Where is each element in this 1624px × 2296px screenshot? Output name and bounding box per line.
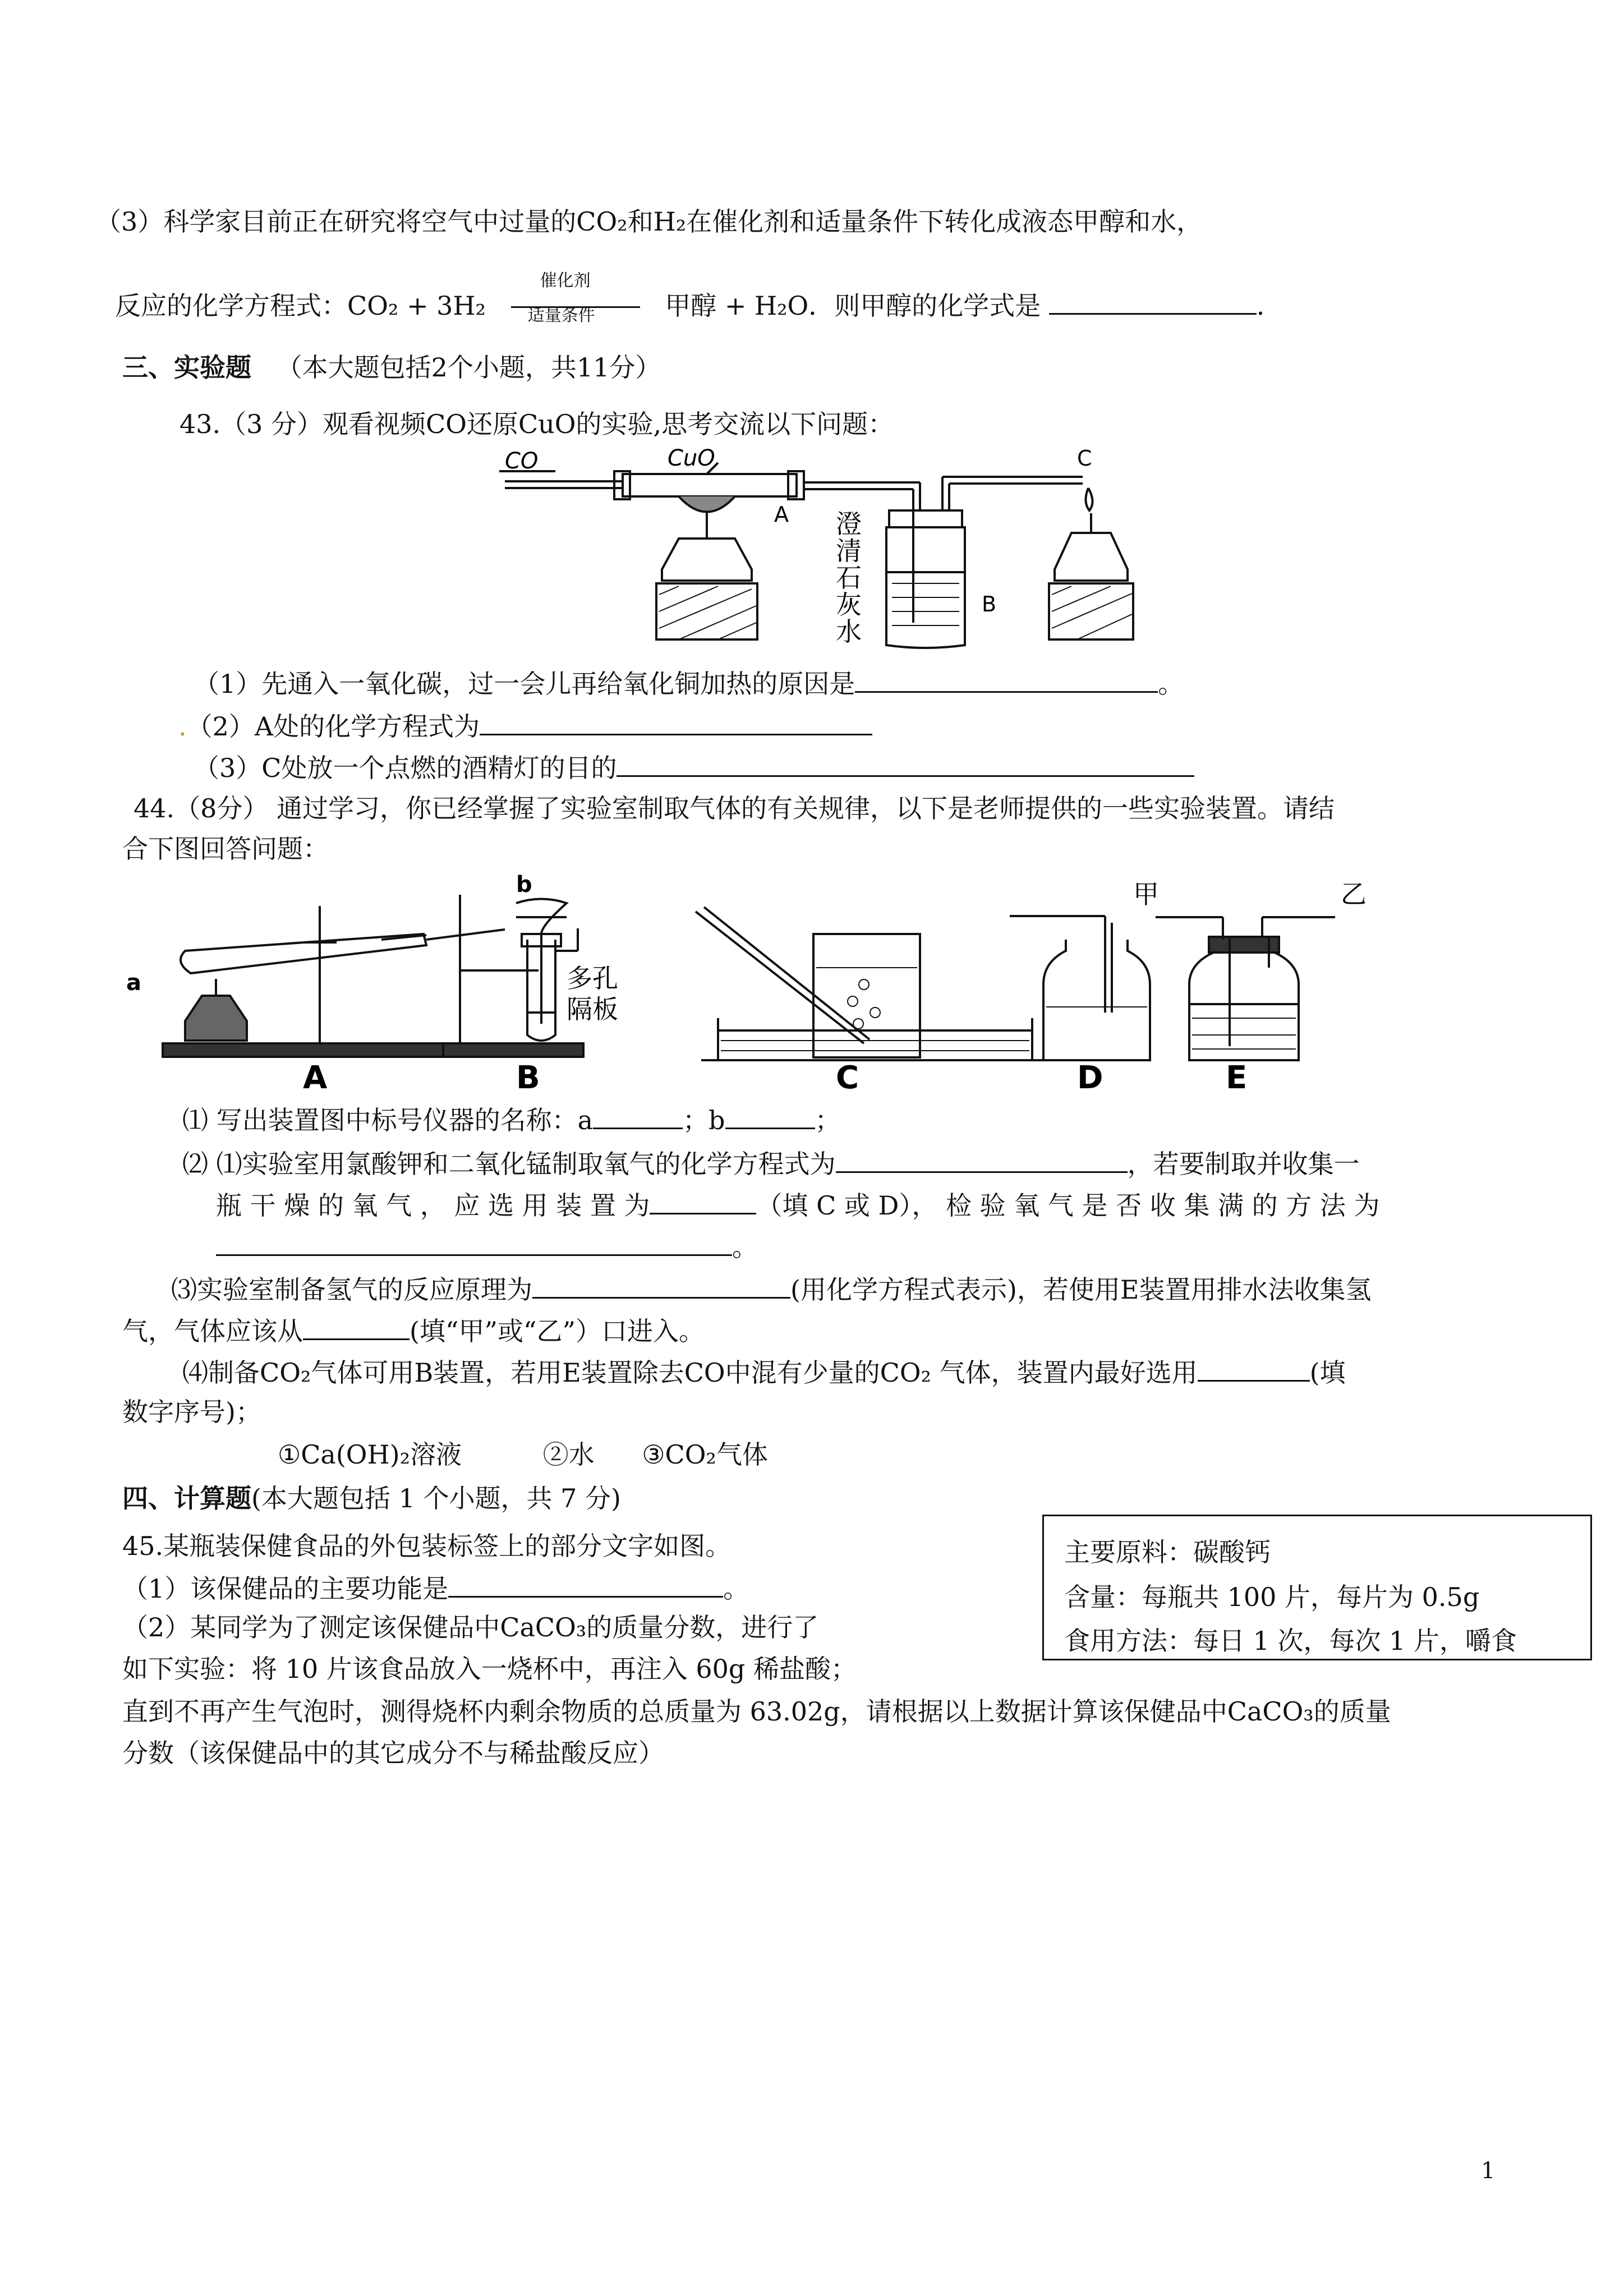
q44-sub4-line1 [182,1358,1346,1386]
q44-sub2-line3 [216,1232,758,1260]
equation-suffix: 甲醇 + H₂O．则甲醇的化学式是 [665,291,1041,321]
label-device-a: A [303,1060,328,1096]
equation-end: ． [1256,291,1282,321]
q43-sub1-text: （1）先通入一氧化碳，过一会儿再给氧化铜加热的原因是 [194,669,855,699]
label-device-d: D [1077,1060,1103,1096]
gas-apparatus-figure [123,872,1391,1097]
label-jia: 甲 [1133,879,1159,909]
section-3-heading [122,352,661,383]
arrow-condition-top: 催化剂 [540,271,591,291]
label-lime-5: 水 [836,616,862,647]
q44-sub2-line1 [182,1149,1360,1177]
label-device-e: E [1226,1060,1248,1096]
q44-sub3-a: ⑶实验室制备氢气的反应原理为 [171,1274,532,1305]
q44-sub1 [182,1105,841,1133]
q44-sub1-b: ；b [683,1105,725,1135]
q44-stem-2: 合下图回答问题： [122,834,329,864]
arrow-condition-bottom: 适量条件 [527,306,595,325]
q43-sub2-text: （2）A处的化学方程式为 [186,711,480,742]
answer-blank-a[interactable] [593,1105,683,1129]
section-3-note: （本大题包括2个小题，共11分） [276,352,661,383]
answer-blank-kclo3-equation[interactable] [836,1149,1128,1173]
q44-sub4-b: (填 [1309,1358,1346,1388]
q44-options [278,1439,768,1470]
q43-sub2 [178,711,872,742]
label-porous-1: 多孔 [567,963,618,993]
page-number: 1 [1481,2158,1496,2184]
q45-stem: 45.某瓶装保健食品的外包装标签上的部分文字如图。 [122,1531,732,1561]
q44-sub3-line1 [171,1274,1371,1303]
option-1: ①Ca(OH)₂溶液 [278,1439,462,1470]
q44-sub1-a: ⑴ 写出装置图中标号仪器的名称：a [182,1105,594,1135]
q45-sub2: （2）某同学为了测定该保健品中CaCO₃的质量分数，进行了 [122,1612,819,1642]
label-cuo: CuO [668,449,715,471]
label-a: A [774,502,789,527]
q44-sub2-b: ，若要制取并收集一 [1127,1149,1360,1179]
q44-sub2-e: 。 [732,1232,758,1262]
label-device-c: C [836,1060,859,1096]
q45-sub1 [122,1573,749,1602]
answer-blank-device[interactable] [650,1190,756,1214]
q45-line4: 直到不再产生气泡时，测得烧杯内剩余物质的总质量为 63.02g，请根据以上数据计算该保健品中CaCO₃的质量 [122,1696,1391,1727]
section-4-note: (本大题包括 1 个小题，共 7 分) [251,1483,621,1513]
answer-blank-check-full[interactable] [216,1232,732,1256]
q44-sub3-c: 气，气体应该从 [122,1316,303,1346]
q44-stem-1: 44.（8分） 通过学习，你已经掌握了实验室制取气体的有关规律，以下是老师提供的一些实验装置。请结 [134,793,1335,823]
option-3: ③CO₂气体 [642,1439,768,1470]
label-porous-2: 隔板 [567,994,618,1024]
q44-sub3-line2 [122,1316,705,1344]
label-yi: 乙 [1341,879,1367,909]
q44-sub4-a: ⑷制备CO₂气体可用B装置，若用E装置除去CO中混有少量的CO₂ 气体，装置内最好选用 [182,1358,1198,1388]
q44-sub2-c: 瓶 干 燥 的 氧 气 ， 应 选 用 装 置 为 [216,1190,650,1221]
q43-sub1-end: 。 [1158,669,1184,699]
q43-sub1 [194,669,1184,697]
label-device-b: B [516,1060,540,1096]
answer-blank-q43-3[interactable] [617,753,1194,777]
q45-sub1-end: 。 [723,1573,749,1604]
label-content: 含量：每瓶共 100 片，每片为 0.5g [1064,1582,1480,1612]
q44-sub1-c: ； [815,1105,841,1135]
label-lime-1: 澄 [836,509,862,539]
label-a-instrument: a [126,970,141,996]
q44-sub2-a: ⑵ ⑴实验室用氯酸钾和二氧化锰制取氧气的化学方程式为 [182,1149,836,1179]
product-label-box [1042,1515,1592,1660]
q43-sub3-text: （3）C处放一个点燃的酒精灯的目的 [194,753,617,783]
answer-blank-h2-equation[interactable] [532,1274,790,1299]
answer-blank-function[interactable] [448,1573,723,1598]
answer-blank-b[interactable] [725,1105,815,1129]
q45-line3: 如下实验：将 10 片该食品放入一烧杯中，再注入 60g 稀盐酸； [122,1654,857,1684]
answer-blank-option[interactable] [1198,1358,1310,1382]
label-usage: 食用方法：每日 1 次，每次 1 片，嚼食 [1064,1626,1517,1656]
label-lime-4: 灰 [836,590,862,620]
reaction-arrow [511,271,640,325]
label-ingredient: 主要原料：碳酸钙 [1064,1537,1271,1567]
answer-blank-methanol[interactable] [1049,291,1257,315]
q45-sub1-text: （1）该保健品的主要功能是 [122,1573,449,1604]
q43-sub2-dot: . [178,711,187,742]
label-b-instrument: b [516,872,532,898]
answer-blank-inlet[interactable] [303,1316,410,1340]
q44-sub4-line2: 数字序号)； [122,1397,261,1427]
label-lime-2: 清 [836,536,862,566]
q44-sub3-b: (用化学方程式表示)，若使用E装置用排水法收集氢 [790,1274,1372,1305]
label-lime-3: 石 [836,563,862,593]
q44-sub2-d: （填 C 或 D）， 检 验 氧 气 是 否 收 集 满 的 方 法 为 [756,1190,1380,1221]
equation-prefix: 反应的化学方程式：CO₂ + 3H₂ [115,291,486,321]
section-4-title: 四、计算题 [122,1483,251,1513]
section-4-heading [122,1485,621,1511]
label-co: CO [505,449,539,474]
q44-sub2-line2 [216,1190,1380,1221]
q42-3-equation [115,271,1282,325]
section-3-title: 三、实验题 [122,352,251,383]
q43-stem: 43.（3 分）观看视频CO还原CuO的实验,思考交流以下问题： [180,409,894,439]
co-reduction-apparatus-figure [494,449,1167,651]
q44-sub3-d: (填“甲”或“乙”）口进入。 [410,1316,705,1346]
answer-blank-q43-1[interactable] [855,669,1158,693]
option-2: ②水 [542,1439,595,1470]
answer-blank-q43-2[interactable] [480,711,872,735]
q45-line5: 分数（该保健品中的其它成分不与稀盐酸反应） [122,1738,664,1768]
label-c: C [1077,449,1092,471]
q43-sub3 [194,753,1194,781]
label-b: B [982,592,997,616]
q42-3-line1: （3）科学家目前正在研究将空气中过量的CO₂和H₂在催化剂和适量条件下转化成液态甲醇和水， [95,206,1203,237]
